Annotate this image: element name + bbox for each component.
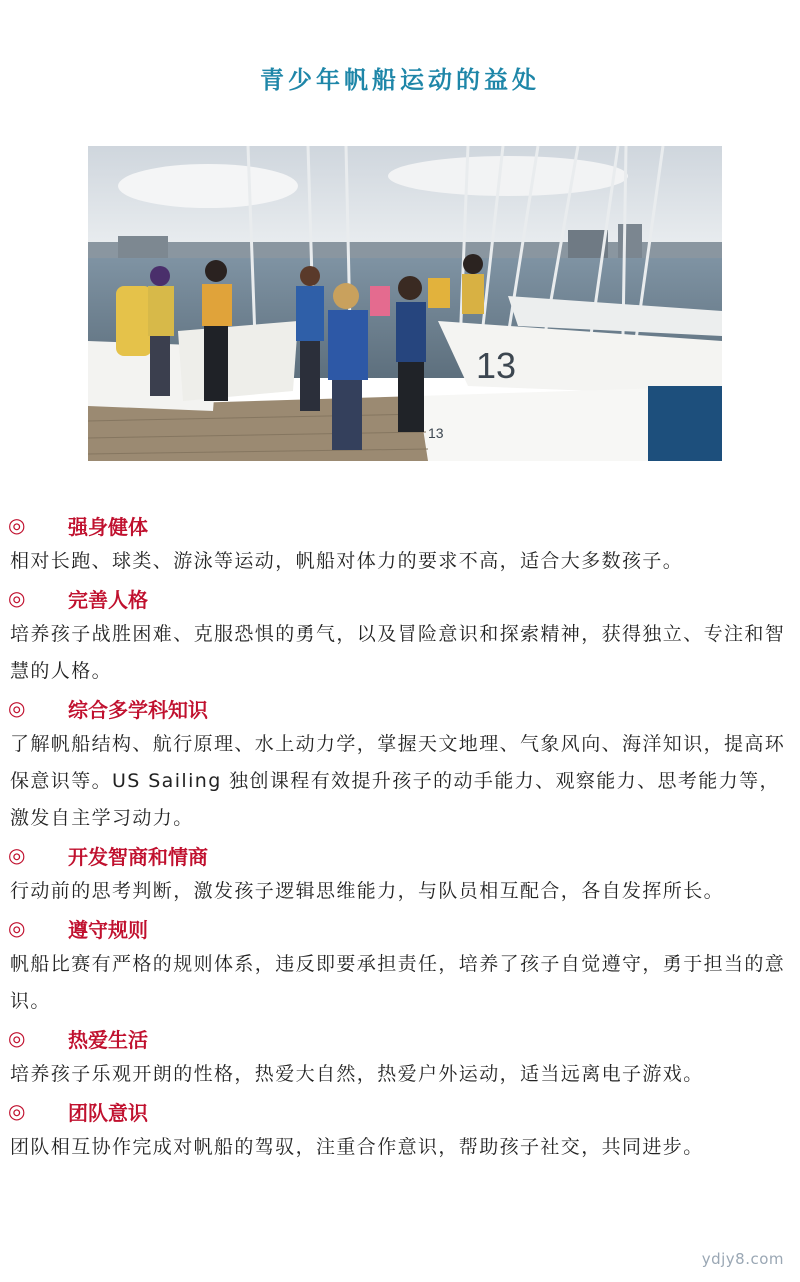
section-heading (8, 690, 798, 726)
section-love-life (8, 1020, 798, 1093)
section-heading (8, 910, 798, 946)
hull-number-large: 13 (476, 345, 517, 386)
section-title: 完善人格 (68, 587, 148, 612)
section-fitness (8, 507, 798, 580)
section-heading (8, 507, 798, 543)
sailing-dock-image (88, 146, 722, 461)
section-title: 遵守规则 (68, 917, 148, 942)
section-text: 了解帆船结构、航行原理、水上动力学，掌握天文地理、气象风向、海洋知识，提高环保意识等。US Sailing 独创课程有效提升孩子的动手能力、观察能力、思考能力等，激发自主学习动力。 (10, 733, 786, 829)
section-iq-eq (8, 837, 798, 910)
section-title: 团队意识 (68, 1100, 148, 1125)
circle-marker-icon: ◎ (8, 843, 26, 867)
hull-number-small: 13 (428, 425, 444, 441)
circle-marker-icon: ◎ (8, 916, 26, 940)
section-text: 培养孩子战胜困难、克服恐惧的勇气，以及冒险意识和探索精神，获得独立、专注和智慧的人格。 (10, 623, 786, 682)
circle-marker-icon: ◎ (8, 513, 26, 537)
watermark-text: ydjy8.com (701, 1250, 784, 1268)
section-title: 强身健体 (68, 514, 148, 539)
benefits-list (8, 507, 798, 1166)
section-heading (8, 1020, 798, 1056)
section-title: 热爱生活 (68, 1027, 148, 1052)
circle-marker-icon: ◎ (8, 586, 26, 610)
section-text: 相对长跑、球类、游泳等运动，帆船对体力的要求不高，适合大多数孩子。 (10, 550, 684, 572)
section-personality (8, 580, 798, 690)
page-title: 青少年帆船运动的益处 (260, 66, 540, 94)
section-heading (8, 1093, 798, 1129)
sailing-photo (88, 146, 722, 461)
section-text: 帆船比赛有严格的规则体系，违反即要承担责任，培养了孩子自觉遵守，勇于担当的意识。 (10, 953, 786, 1012)
section-teamwork (8, 1093, 798, 1166)
section-text: 培养孩子乐观开朗的性格，热爱大自然，热爱户外运动，适当远离电子游戏。 (10, 1063, 704, 1085)
section-heading (8, 837, 798, 873)
section-rules (8, 910, 798, 1020)
section-title: 开发智商和情商 (68, 844, 208, 869)
section-heading (8, 580, 798, 616)
circle-marker-icon: ◎ (8, 696, 26, 720)
section-knowledge (8, 690, 798, 837)
circle-marker-icon: ◎ (8, 1099, 26, 1123)
section-text: 行动前的思考判断，激发孩子逻辑思维能力，与队员相互配合，各自发挥所长。 (10, 880, 725, 902)
circle-marker-icon: ◎ (8, 1026, 26, 1050)
section-text: 团队相互协作完成对帆船的驾驭，注重合作意识，帮助孩子社交，共同进步。 (10, 1136, 704, 1158)
section-title: 综合多学科知识 (68, 697, 208, 722)
